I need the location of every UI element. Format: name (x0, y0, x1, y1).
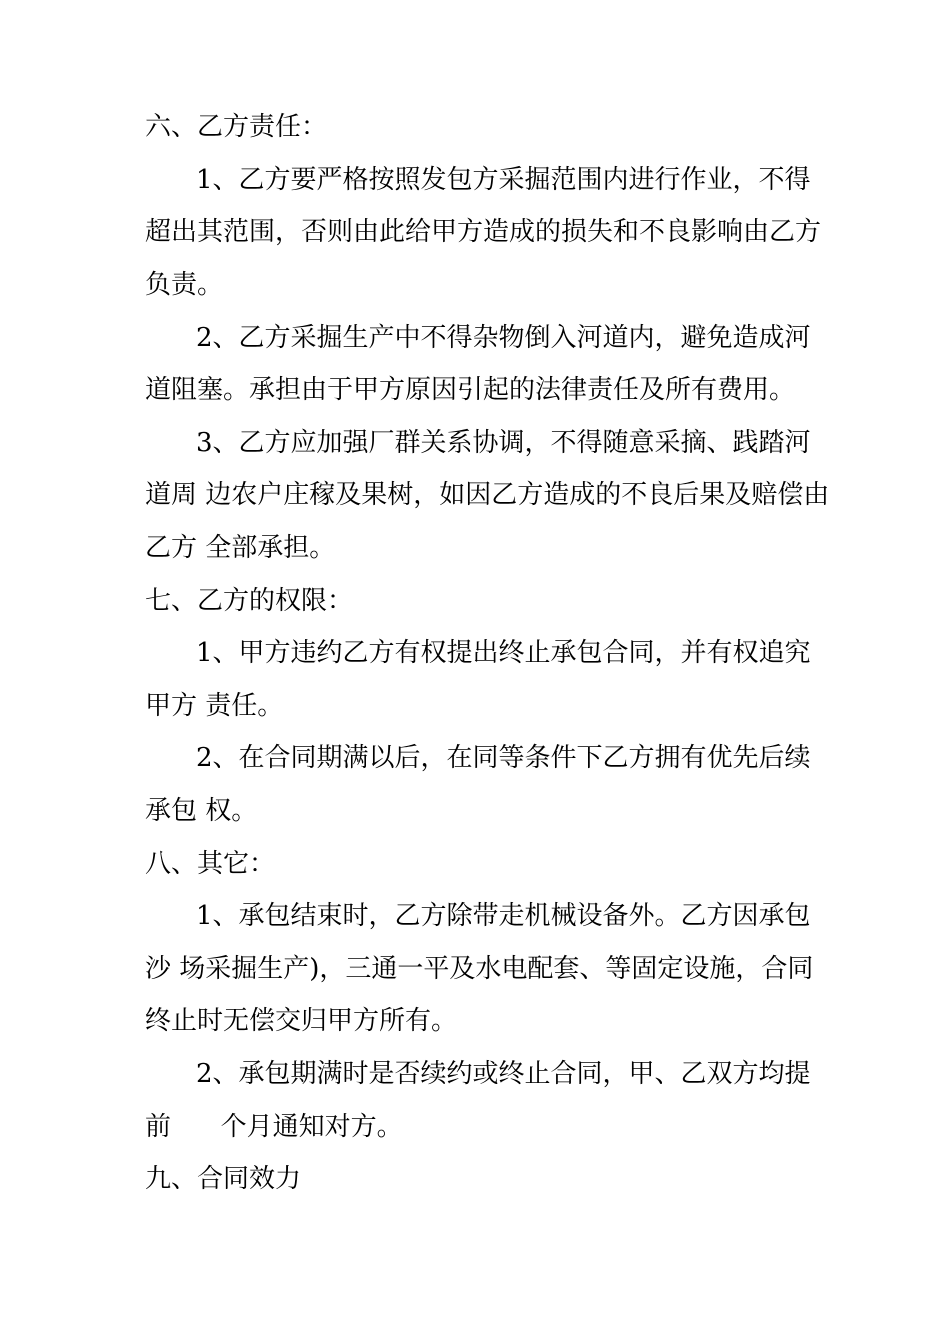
paragraph-line: 1、乙方要严格按照发包方采掘范围内进行作业，不得 (196, 165, 811, 195)
paragraph-line: 1、甲方违约乙方有权提出终止承包合同，并有权追究 (196, 638, 811, 668)
paragraph-line: 前 个月通知对方。 (145, 1112, 403, 1142)
paragraph-line: 道阻塞。承担由于甲方原因引起的法律责任及所有费用。 (145, 375, 796, 405)
section-heading-6: 六、乙方责任： (145, 112, 328, 142)
paragraph-line: 道周 边农户庄稼及果树，如因乙方造成的不良后果及赔偿由 (145, 480, 830, 510)
paragraph-line: 超出其范围，否则由此给甲方造成的损失和不良影响由乙方 (145, 217, 822, 247)
section-heading-7: 七、乙方的权限： (145, 586, 354, 616)
section-heading-9: 九、合同效力 (145, 1164, 302, 1194)
paragraph-line: 1、承包结束时，乙方除带走机械设备外。乙方因承包 (196, 901, 811, 931)
section-heading-8: 八、其它： (145, 849, 276, 879)
paragraph-line: 终止时无偿交归甲方所有。 (145, 1006, 458, 1036)
paragraph-line: 承包 权。 (145, 796, 258, 826)
paragraph-line: 负责。 (145, 270, 224, 300)
paragraph-line: 2、在合同期满以后，在同等条件下乙方拥有优先后续 (196, 743, 811, 773)
paragraph-line: 3、乙方应加强厂群关系协调，不得随意采摘、践踏河 (196, 428, 811, 458)
paragraph-line: 甲方 责任。 (145, 691, 284, 721)
paragraph-line: 2、承包期满时是否续约或终止合同，甲、乙双方均提 (196, 1059, 811, 1089)
paragraph-line: 2、乙方采掘生产中不得杂物倒入河道内，避免造成河 (196, 323, 811, 353)
paragraph-line: 沙 场采掘生产)，三通一平及水电配套、等固定设施，合同 (145, 954, 814, 984)
paragraph-line: 乙方 全部承担。 (145, 533, 336, 563)
